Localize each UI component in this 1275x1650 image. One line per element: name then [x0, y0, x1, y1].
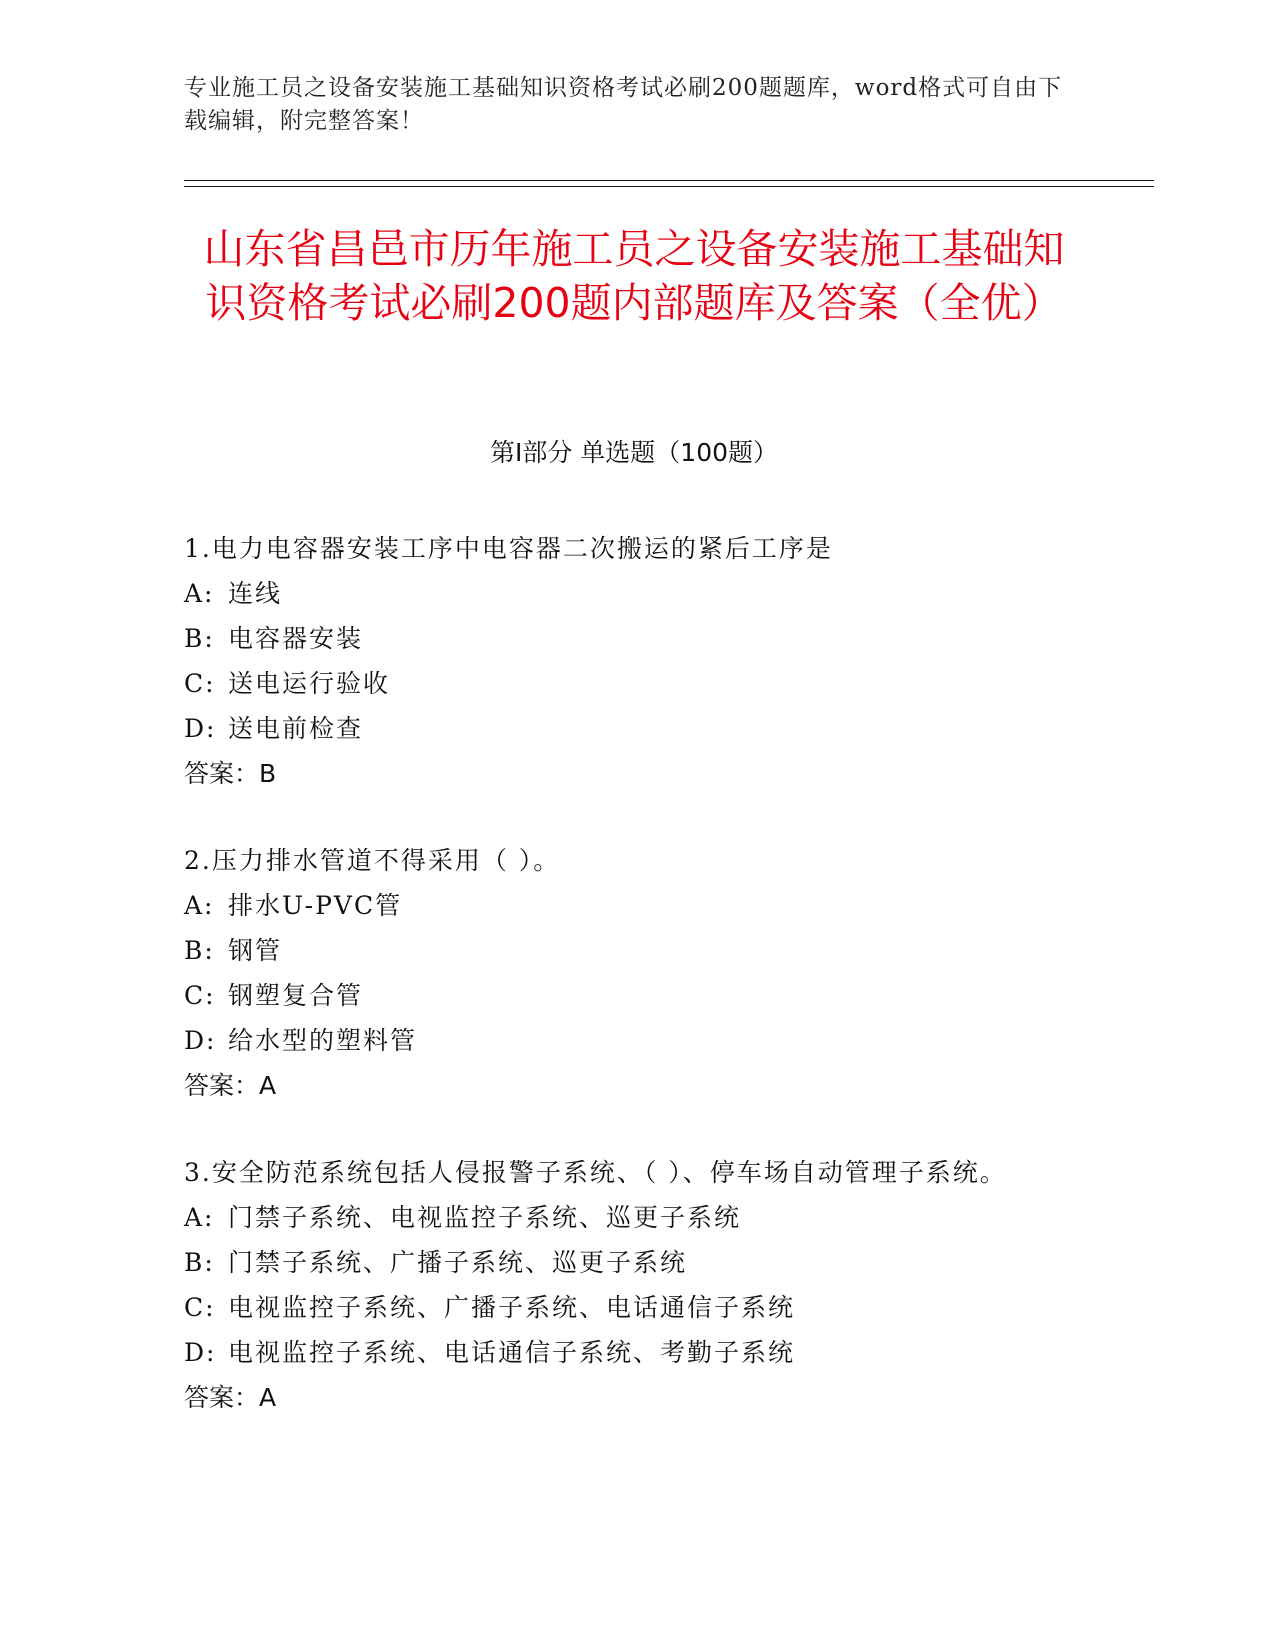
- option-c: [184, 661, 1064, 706]
- option-letter: A:: [184, 891, 215, 920]
- option-b: [184, 616, 1064, 661]
- option-text: 电视监控子系统、电话通信子系统、考勤子系统: [228, 1338, 796, 1367]
- option-a: [184, 571, 1064, 616]
- option-c: [184, 1285, 1064, 1330]
- option-letter: D:: [184, 1338, 217, 1367]
- option-letter: D:: [184, 1026, 217, 1055]
- option-d: [184, 706, 1064, 751]
- option-text: 钢塑复合管: [228, 981, 364, 1010]
- option-text: 给水型的塑料管: [228, 1026, 418, 1055]
- header-rule-bottom: [184, 186, 1154, 187]
- question-item: [184, 526, 1064, 796]
- option-letter: B:: [184, 624, 215, 653]
- option-letter: B:: [184, 936, 215, 965]
- option-c: [184, 973, 1064, 1018]
- question-stem: 1.电力电容器安装工序中电容器二次搬运的紧后工序是: [184, 534, 833, 563]
- option-text: 钢管: [228, 936, 283, 965]
- document-title: 山东省昌邑市历年施工员之设备安装施工基础知识资格考试必刷200题内部题库及答案（全优）: [203, 225, 1065, 327]
- option-text: 电容器安装: [228, 624, 364, 653]
- option-text: 送电运行验收: [228, 669, 391, 698]
- option-letter: A:: [184, 1203, 215, 1232]
- answer-line: 答案：B: [184, 759, 277, 788]
- question-stem: 2.压力排水管道不得采用（ ）。: [184, 846, 561, 875]
- option-letter: C:: [184, 1293, 216, 1322]
- question-stem: 3.安全防范系统包括人侵报警子系统、（ ）、停车场自动管理子系统。: [184, 1158, 1007, 1187]
- question-item: [184, 838, 1064, 1108]
- option-text: 排水U-PVC管: [228, 891, 403, 920]
- option-letter: B:: [184, 1248, 215, 1277]
- option-b: [184, 928, 1064, 973]
- option-letter: C:: [184, 669, 216, 698]
- question-item: [184, 1150, 1064, 1420]
- question-list: [184, 526, 1064, 1462]
- option-text: 电视监控子系统、广播子系统、电话通信子系统: [228, 1293, 796, 1322]
- option-text: 连线: [228, 579, 283, 608]
- answer-line: 答案：A: [184, 1383, 277, 1412]
- option-text: 门禁子系统、广播子系统、巡更子系统: [228, 1248, 688, 1277]
- header-rule-top: [184, 180, 1154, 181]
- option-d: [184, 1018, 1064, 1063]
- option-letter: C:: [184, 981, 216, 1010]
- option-letter: D:: [184, 714, 217, 743]
- section-heading: 第Ⅰ部分 单选题（100题）: [489, 438, 779, 467]
- option-b: [184, 1240, 1064, 1285]
- option-text: 送电前检查: [228, 714, 364, 743]
- option-a: [184, 1195, 1064, 1240]
- option-a: [184, 883, 1064, 928]
- answer-line: 答案：A: [184, 1071, 277, 1100]
- option-letter: A:: [184, 579, 215, 608]
- option-text: 门禁子系统、电视监控子系统、巡更子系统: [228, 1203, 742, 1232]
- header-note: 专业施工员之设备安装施工基础知识资格考试必刷200题题库，word格式可自由下载编辑，附完整答案！: [184, 75, 1063, 134]
- option-d: [184, 1330, 1064, 1375]
